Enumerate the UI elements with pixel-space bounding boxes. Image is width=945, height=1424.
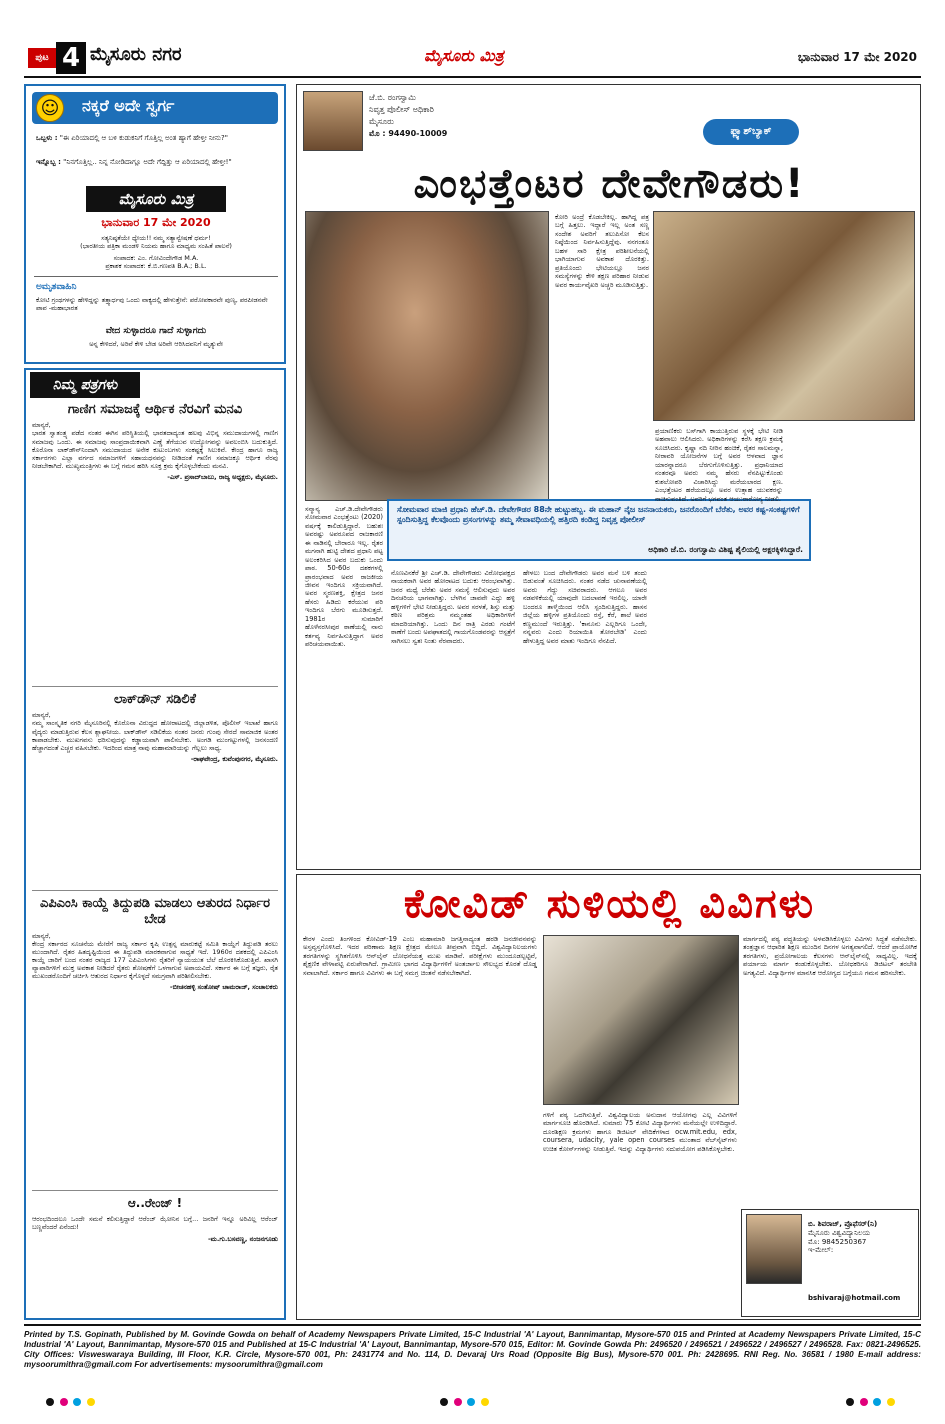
paper-name: ಮೈಸೂರು ಮಿತ್ರ bbox=[424, 46, 504, 65]
covid-author-email[interactable]: bshivaraj@hotmail.com bbox=[808, 1294, 901, 1302]
covid-author-name: ಬಿ. ಶಿವರಾಜ್, ಪ್ರೊಫೆಸರ್(ನಿ) bbox=[808, 1220, 878, 1228]
author-phone: ಮೊ : 94490-10009 bbox=[369, 129, 448, 138]
author-role: ನಿವೃತ್ತ ಪೊಲೀಸ್ ಅಧಿಕಾರಿ bbox=[369, 105, 434, 114]
joke-question-text: "ಈ ಏರಿಯಾದಲ್ಲಿ ಆ ಬಳಿ ಕುಡುಕನಿಗೆ ಗೊತ್ತಿಲ್ಲ ಅಂತ ಹ್ಯಾಗೆ ಹೇಳ್ತೀ ನೀನು?" bbox=[59, 134, 228, 142]
joke-header bbox=[32, 92, 278, 124]
article-column-3: ಹೇಳಲು ಬಂದ ದೇವೇಗೌಡರು ಅವರ ಮನೆ ಬಳಿ ತಂದು ಬಿಡುವಂತೆ ಸೂಚಿಸಿದರು. ನಂತರ ನಡೆದ ಚುನಾವಣೆಯಲ್ಲಿ ಅವರು ಗೆದ್ದು ಸಚಿವರಾದರು. ಆಗಲೂ ಅವರ ನಡವಳಿಕೆಯಲ್ಲಿ ಯಾವುದೇ ಬದಲಾವಣೆ ಇರಲಿಲ್ಲ. ಯಾರೇ ಬಂದರೂ ತಾಳ್ಮೆಯಿಂದ ಆಲಿಸಿ ಸ್ಪಂದಿಸುತ್ತಿದ್ದರು. ಹಾಸನ ಜಿಲ್ಲೆಯ ಹಳ್ಳಿಗಳ ಪ್ರತಿಯೊಂದು ರಸ್ತೆ, ಕೆರೆ, ಶಾಲೆ ಅವರ ಕಣ್ಣಮುಂದೆ ಇರುತ್ತಿತ್ತು. 'ಕಾನೂನು ಎಲ್ಲರಿಗೂ ಒಂದೇ, ನನ್ನವರು ಎಂದು ರಿಯಾಯಿತಿ ತೋರಬೇಡಿ' ಎಂದು ಹೇಳುತ್ತಿದ್ದ ಅವರ ಮಾತು ಇಂದಿಗೂ ನೆನಪಿದೆ. bbox=[523, 569, 647, 645]
registration-dot bbox=[73, 1398, 81, 1406]
letter-salutation: ಮಾನ್ಯರೆ, bbox=[32, 711, 51, 720]
letter-salutation: ಮಾನ್ಯರೆ, bbox=[32, 421, 51, 430]
deve-gowda-photo bbox=[305, 211, 549, 501]
poem-body: ಆರಂಭದಿಂದಲೂ ಒಂದೇ ಸಮನೆ ಕಲಿಸುತ್ತಿದ್ದಾರೆ ಆರೆಂಜ್ ಝೋನಿನ ಬಗ್ಗೆ... ಜನರಿಗೆ ಇನ್ನೂ ಅರಿವಿಲ್ಲ ಆರೆಂಜ್ ಬಣ್ಣವೆಂದರೆ ಏನೆಂದು! bbox=[32, 1215, 278, 1232]
masthead-divider bbox=[34, 276, 278, 277]
registration-dot bbox=[440, 1398, 448, 1406]
article-column-4: ಪ್ರಯಾಣಿಕರು ಬಸ್‌ಗಾಗಿ ಕಾಯುತ್ತಿರುವ ಸ್ಥಳಕ್ಕೆ ಭೇಟಿ ನೀಡಿ ಅಹವಾಲು ಆಲಿಸಿದರು. ಅಧಿಕಾರಿಗಳನ್ನು ಕರೆಸಿ ತಕ್ಷಣ ಕ್ರಮಕ್ಕೆ ಸೂಚಿಸಿದರು. ಕೃಷ್ಣಾ ನದಿ ನೀರಿನ ಹಂಚಿಕೆ, ರೈತರ ಸಾಲಮನ್ನಾ, ನೀರಾವರಿ ಯೋಜನೆಗಳ ಬಗ್ಗೆ ಅವರ ಆಳವಾದ ಜ್ಞಾನ ಯಾರನ್ನಾದರೂ ಬೆರಗುಗೊಳಿಸುತ್ತಿತ್ತು. ಪ್ರಧಾನಿಯಾದ ನಂತರವೂ ಅವರು ನಮ್ಮ ಹೆಸರು ನೆನಪಿಟ್ಟುಕೊಂಡು ಕುಶಲೋಪರಿ ವಿಚಾರಿಸಿದ್ದು ಮರೆಯಲಾರದ ಕ್ಷಣ. ಎಂಭತ್ತೆಂಟರ ಹರೆಯದಲ್ಲೂ ಅವರ ಉತ್ಸಾಹ ಯುವಕರನ್ನು ನಾಚಿಸುವಂತಿದೆ. ಅವರಿಗೆ ಭಗವಂತ ಆಯುರಾರೋಗ್ಯ ನೀಡಲಿ. bbox=[655, 427, 783, 503]
laughing-face-icon: ☺ bbox=[36, 94, 64, 122]
poem-title: ಆ..ರೇಂಜ್ ! bbox=[127, 1196, 183, 1210]
letter-body: ಕೇಂದ್ರ ಸರ್ಕಾರದ ಸೂಚನೆಯ ಮೇರೆಗೆ ರಾಜ್ಯ ಸರ್ಕಾರ ಕೃಷಿ ಉತ್ಪನ್ನ ಮಾರುಕಟ್ಟೆ ಸಮಿತಿ ಕಾಯ್ದೆಗೆ ತಿದ್ದುಪಡಿ ತರಲು ಮುಂದಾಗಿದೆ. ರೈತರ ಹಿತದೃಷ್ಟಿಯಿಂದ ಈ ತಿದ್ದುಪಡಿ ಮಾರಕವಾಗುವ ಸಾಧ್ಯತೆ ಇದೆ. 1960ರ ದಶಕದಲ್ಲಿ ಎಪಿಎಂಸಿ ಕಾಯ್ದೆ ಜಾರಿಗೆ ಬಂದ ನಂತರ ರಾಜ್ಯದ 177 ಎಪಿಎಂಸಿಗಳು ರೈತರಿಗೆ ನ್ಯಾಯಯುತ ಬೆಲೆ ದೊರಕಿಸಿಕೊಡುತ್ತಿವೆ. ಖಾಸಗಿ ವ್ಯಾಪಾರಿಗಳಿಗೆ ಮುಕ್ತ ಅವಕಾಶ ನೀಡಿದರೆ ರೈತರು ಶೋಷಣೆಗೆ ಒಳಗಾಗುವ ಅಪಾಯವಿದೆ. ಸರ್ಕಾರ ಈ ಬಗ್ಗೆ ತಜ್ಞರು, ರೈತ ಮುಖಂಡರೊಂದಿಗೆ ಚರ್ಚಿಸಿ ಆತುರದ ನಿರ್ಧಾರ ಕೈಗೊಳ್ಳದೆ ಸಮಗ್ರವಾಗಿ ಪರಿಶೀಲಿಸಬೇಕು. bbox=[32, 939, 278, 981]
registration-dot bbox=[873, 1398, 881, 1406]
article-column-1: ಸನ್ಮಾನ್ಯ ಎಚ್.ಡಿ.ದೇವೇಗೌಡರು ಸೋಮವಾರ ಎಂಭತ್ತೆಂಟು (2020) ವರ್ಷಕ್ಕೆ ಕಾಲಿಡುತ್ತಿದ್ದಾರೆ. ಬಹುಶಃ ಅವರಷ್ಟು ಅಪರೂಪದ ರಾಜಕಾರಣಿ ಈ ನಾಡಿನಲ್ಲಿ ಬೇರಾರೂ ಇಲ್ಲ. ರೈತರ ಮಗನಾಗಿ ಹುಟ್ಟಿ ದೇಶದ ಪ್ರಧಾನಿ ಪಟ್ಟ ಅಲಂಕರಿಸಿದ ಅವರ ಬದುಕು ಒಂದು ಪಾಠ. 50-60ರ ದಶಕಗಳಲ್ಲಿ ಪ್ರಾರಂಭವಾದ ಅವರ ರಾಜಕೀಯ ಜೀವನ ಇಂದಿಗೂ ಸಕ್ರಿಯವಾಗಿದೆ. ಅವರ ಸ್ಮರಣಶಕ್ತಿ, ಕ್ಷೇತ್ರದ ಜನರ ಹೆಸರು ಹಿಡಿದು ಕರೆಯುವ ಪರಿ ಇಂದಿಗೂ ಬೆರಗು ಮೂಡಿಸುತ್ತದೆ. 1981ರ ಸುಮಾರಿಗೆ ಹೊಳೆನರಸೀಪುರ ಠಾಣೆಯಲ್ಲಿ ನಾನು ಕರ್ತವ್ಯ ನಿರ್ವಹಿಸುತ್ತಿದ್ದಾಗ ಅವರ ಪರಿಚಯವಾಯಿತು. bbox=[305, 505, 383, 648]
proverb-title: ವೇದ ಸುಳ್ಳಾದರೂ ಗಾದೆ ಸುಳ್ಳಾಗದು bbox=[105, 326, 207, 336]
registration-dot bbox=[87, 1398, 95, 1406]
main-article bbox=[296, 84, 921, 870]
covid-column-1: ಕೇರಳ ಎಂದು ತಿಂಗಳಿಂದ ಕೋವಿಡ್-19 ಎಂಬ ಮಹಾಮಾರಿ ಜಗತ್ತಿನಾದ್ಯಂತ ಹರಡಿ ಜನಜೀವನವನ್ನು ಅಸ್ತವ್ಯಸ್ತಗೊಳಿಸಿದೆ. ಇದರ ಪರಿಣಾಮ ಶಿಕ್ಷಣ ಕ್ಷೇತ್ರದ ಮೇಲೂ ತೀವ್ರವಾಗಿ ಬಿದ್ದಿದೆ. ವಿಶ್ವವಿದ್ಯಾನಿಲಯಗಳು ತರಗತಿಗಳನ್ನು ಸ್ಥಗಿತಗೊಳಿಸಿ ಆನ್‌ಲೈನ್ ಬೋಧನೆಯತ್ತ ಮುಖ ಮಾಡಿವೆ. ಪರೀಕ್ಷೆಗಳು ಮುಂದೂಡಲ್ಪಟ್ಟಿವೆ, ಶೈಕ್ಷಣಿಕ ವೇಳಾಪಟ್ಟಿ ಏರುಪೇರಾಗಿದೆ. ಗ್ರಾಮೀಣ ಭಾಗದ ವಿದ್ಯಾರ್ಥಿಗಳಿಗೆ ಅಂತರ್ಜಾಲ ಸೌಲಭ್ಯದ ಕೊರತೆ ದೊಡ್ಡ ಸವಾಲಾಗಿದೆ. ಸರ್ಕಾರ ಹಾಗೂ ವಿವಿಗಳು ಈ ಬಗ್ಗೆ ಸಮಗ್ರ ಚಿಂತನೆ ನಡೆಸಬೇಕಾಗಿದೆ. bbox=[303, 935, 537, 977]
masthead-lines bbox=[36, 234, 276, 271]
imprint-footer bbox=[24, 1324, 921, 1390]
proverb-text: ಅನ್ನ ಕೇಳಿದರೆ, ಅರಿವೆ ಕೇಳಿ ಬೇಡ ಅರಿವೇ ಆರಿಸಿದವನಿಗೆ ಮೃತ್ಯುವೇ bbox=[89, 340, 223, 348]
joke-answer-text: "ನಿನಗೊತ್ತಿಲ್ಲ.. ನಿನ್ನ ನೋಡಿದಾಗ್ಲೂ ಅದೇ ಗೆದ್ದಿತ್ತು ಆ ಏರಿಯಾದಲ್ಲಿ ಹೇಳ್ತೀ!" bbox=[63, 158, 232, 166]
main-headline: ಎಂಭತ್ತೆಂಟರ ದೇವೇಗೌಡರು! bbox=[413, 161, 806, 207]
pull-quote-box bbox=[387, 499, 811, 561]
masthead-logo: ಮೈಸೂರು ಮಿತ್ರ bbox=[86, 186, 226, 212]
masthead-date: ಭಾನುವಾರ 17 ಮೇ 2020 bbox=[101, 216, 211, 229]
covid-article bbox=[296, 874, 921, 1320]
header-rule bbox=[24, 76, 921, 78]
section-name: ಮೈಸೂರು ನಗರ bbox=[90, 44, 182, 65]
covid-column-2: ಗಳಿಗೆ ಪಠ್ಯ ಒದಗಿಸುತ್ತಿವೆ. ವಿಶ್ವವಿದ್ಯಾಲಯ ಅನುದಾನ ಆಯೋಗವು ಎಲ್ಲ ವಿವಿಗಳಿಗೆ ಮಾರ್ಗಸೂಚಿ ಹೊರಡಿಸಿದೆ. ಸುಮಾರು 75 ಕೋಟಿ ವಿದ್ಯಾರ್ಥಿಗಳು ಮನೆಯಲ್ಲೇ ಉಳಿದಿದ್ದಾರೆ. ದೂರಶಿಕ್ಷಣ ಕ್ರಮಗಳು ಹಾಗೂ ಡಿಜಿಟಲ್ ವೇದಿಕೆಗಳಾದ ocw.mit.edu, edx, coursera, udacity, yale open courses ಮುಂತಾದ ವೆಬ್‌ಸೈಟ್‌ಗಳು ಉಚಿತ ಕೋರ್ಸ್‌ಗಳನ್ನು ನೀಡುತ್ತಿವೆ. ಇದನ್ನು ವಿದ್ಯಾರ್ಥಿಗಳು ಸದುಪಯೋಗ ಪಡಿಸಿಕೊಳ್ಳಬೇಕು. bbox=[543, 1111, 737, 1153]
pull-quote-attribution: ಅಧಿಕಾರಿ ಜೆ.ಬಿ. ರಂಗಸ್ವಾಮಿ ವಿಶಿಷ್ಟ ಶೈಲಿಯಲ್ಲಿ ಅಕ್ಷರಕ್ಕಿಳಿಸಿದ್ದಾರೆ. bbox=[648, 545, 803, 554]
amrita-title: ಅಮೃತವಾಹಿನಿ bbox=[36, 282, 77, 292]
letter-salutation: ಮಾನ್ಯರೆ, bbox=[32, 931, 51, 940]
author-city: ಮೈಸೂರು bbox=[369, 117, 394, 126]
issue-date: ಭಾನುವಾರ 17 ಮೇ 2020 bbox=[797, 50, 917, 64]
masthead-council-note: (ಭಾರತೀಯ ಪತ್ರಿಕಾ ಮಂಡಳಿ ನಿಯಮ ಹಾಗೂ ಮಾಧ್ಯಮ ಸಂಹಿತೆ ಪಾಲನೆ) bbox=[80, 242, 232, 251]
amrita-text: ಕೋಟಿ ಗ್ರಂಥಗಳನ್ನು ಹೇಳಿದ್ದನ್ನು ತತ್ತ್ವಾರ್ಧವು ಒಂದು ವಾಕ್ಯದಲ್ಲಿ ಹೇಳುತ್ತೇನೆ: ಪರೋಪಕಾರವೇ ಪುಣ್ಯ, ಪರಪೀಡನವೇ ಪಾಪ -ಮಹಾಭಾರತ bbox=[36, 296, 268, 313]
letters-banner: ನಿಮ್ಮ ಪತ್ರಗಳು bbox=[30, 372, 140, 398]
registration-marks-right bbox=[846, 1398, 898, 1408]
letter-divider bbox=[32, 890, 278, 891]
letter-3 bbox=[32, 896, 278, 991]
joke-answer-key: ಇನ್ನೊಬ್ಬ : bbox=[36, 158, 61, 166]
page-header bbox=[24, 40, 921, 78]
registration-dot bbox=[46, 1398, 54, 1406]
letter-title: ಎಪಿಎಂಸಿ ಕಾಯ್ದೆ ತಿದ್ದುಪಡಿ ಮಾಡಲು ಆತುರದ ನಿರ್ಧಾರ ಬೇಡ bbox=[39, 896, 270, 928]
covid-headline: ಕೋವಿಡ್ ಸುಳಿಯಲ್ಲಿ ವಿವಿಗಳು bbox=[403, 881, 816, 927]
letter-title: ಲಾಕ್‌ಡೌನ್ ಸಡಿಲಿಕೆ bbox=[114, 692, 196, 707]
letter-divider bbox=[32, 1190, 278, 1191]
masthead-editor: ಸಂಪಾದಕ: ಎಂ. ಗೋವಿಂದೇಗೌಡ M.A. bbox=[113, 254, 199, 263]
masthead-motto: ಸತ್ಯನಿಷ್ಠತೆಯೇ ಧ್ಯೇಯ!! ನಮ್ಮ ಸತ್ಯಾನ್ವೇಷಣೆ ಧರ್ಮ! bbox=[101, 234, 211, 242]
online-class-photo bbox=[543, 935, 739, 1105]
registration-dot bbox=[454, 1398, 462, 1406]
covid-column-3: ಮಾರ್ಗದಲ್ಲಿ ಪಠ್ಯ ಪದ್ಧತಿಯನ್ನು ಅಳವಡಿಸಿಕೊಳ್ಳಲು ವಿವಿಗಳು ಸಿದ್ಧತೆ ನಡೆಸಬೇಕು. ತಂತ್ರಜ್ಞಾನ ಆಧಾರಿತ ಶಿಕ್ಷಣ ಮುಂದಿನ ದಿನಗಳ ಅಗತ್ಯವಾಗಲಿದೆ. ಆದರೆ ಪ್ರಾಯೋಗಿಕ ತರಗತಿಗಳು, ಪ್ರಯೋಗಾಲಯ ಕೆಲಸಗಳು ಆನ್‌ಲೈನ್‌ನಲ್ಲಿ ಸಾಧ್ಯವಿಲ್ಲ. ಇದಕ್ಕೆ ಪರ್ಯಾಯ ಮಾರ್ಗ ಕಂಡುಕೊಳ್ಳಬೇಕು. ಬೋಧಕರಿಗೂ ಡಿಜಿಟಲ್ ತರಬೇತಿ ಅಗತ್ಯವಿದೆ. ವಿದ್ಯಾರ್ಥಿಗಳ ಮಾನಸಿಕ ಆರೋಗ್ಯದ ಬಗ್ಗೆಯೂ ಗಮನ ಹರಿಸಬೇಕು. bbox=[743, 935, 917, 977]
covid-author-email-label: ಇ-ಮೇಲ್: bbox=[808, 1246, 834, 1255]
letter-4 bbox=[32, 1196, 278, 1243]
letter-2 bbox=[32, 692, 278, 763]
imprint-text: Printed by T.S. Gopinath, Published by M. Govinde Gowda on behalf of Academy Newspapers Private Limited, 15-C Industrial 'A' Layout, Bannimantap, Mysore-570 015 and Printed at Academy Newspapers Private Limited, 15-C Industrial 'A' Layout, Bannimantap, Mysore-570 015 and Published at 15-C Industrial 'A' Layout, Bannimantap, Mysore-570 015, Editor: M. Govinde Gowda Ph: 2496520 / 2496521 / 2496522 / 2496527 / 2496528. Fax: 0821-2496525. City Offices: Visweswaraya Building, III Floor, K.R. Circle, Mysore-570 001, Ph: 2431774 and No. 114, D. Devaraj Urs Road (Opposite Big Bus), Mysore-570 001. Ph: 2428695. RNI Reg. No. 36581 / 1980 E-mail address: mysoorumithra@gmail.com For advertisements: mysoorumithra@gmail.com bbox=[24, 1330, 921, 1369]
masthead-publisher: ಪ್ರಕಾಶಕ ಸಂಪಾದಕ: ಕೆ.ಬಿ.ಗಣಪತಿ B.A.; B.L. bbox=[105, 262, 207, 271]
poem-signature: -ಮ.ಗು.ಬಸವಣ್ಣ, ನಂಜನಗೂಡು bbox=[207, 1235, 278, 1244]
letter-title: ಗಾಣಿಗ ಸಮಾಜಕ್ಕೆ ಆರ್ಥಿಕ ನೆರವಿಗೆ ಮನವಿ bbox=[67, 402, 243, 417]
registration-dot bbox=[481, 1398, 489, 1406]
registration-dot bbox=[860, 1398, 868, 1406]
registration-dot bbox=[846, 1398, 854, 1406]
author-info bbox=[369, 93, 569, 141]
covid-author-org: ಮೈಸೂರು ವಿಶ್ವವಿದ್ಯಾನಿಲಯ bbox=[808, 1228, 871, 1237]
article-column-top: ಕೋರಿ ಅಂದ್ರೆ ಕೊಡಬೇಕಿಲ್ಲ. ಹಾಗಿದ್ದ ಪತ್ರ ಬಗ್ಗೆ ಹಿತ್ತಲು. ಇದ್ದಾರೆ ಇಲ್ಲ ಅಂತ ಸಣ್ಣ ಸಂದೇಶ ಅವರಿಗೆ ತಲುಪಿಸೋ ಕೆಲಸ ನಿಷ್ಠೆಯಿಂದ ನಿರ್ವಹಿಸುತ್ತಿದ್ದೆವು. ನನಗಂತೂ ಬಹಳ ಸಾರಿ ಕ್ಷೇತ್ರ ಪರಿಶೀಲನೆಯಲ್ಲಿ ಭಾಗಿಯಾಗುವ ಅವಕಾಶ ದೊರಕಿತ್ತು. ಪ್ರತಿಯೊಂದು ಭೇಟಿಯಲ್ಲೂ ಜನರ ಸಮಸ್ಯೆಗಳನ್ನು ಕೇಳಿ ತಕ್ಷಣ ಪರಿಹಾರ ನೀಡುವ ಅವರ ಕಾರ್ಯವೈಖರಿ ಅಚ್ಚರಿ ಮೂಡಿಸುತ್ತಿತ್ತು. bbox=[555, 213, 649, 289]
letter-signature: -ಎಸ್. ಪ್ರಸಾದ್‌ಬಾಬು, ರಾಜ್ಯ ಅಧ್ಯಕ್ಷರು, ಮೈಸೂರು. bbox=[167, 473, 278, 481]
covid-author-info bbox=[808, 1220, 916, 1255]
letters-box bbox=[24, 368, 286, 1320]
covid-author-photo bbox=[746, 1214, 802, 1284]
page-number: 4 bbox=[56, 42, 86, 74]
letter-body: ಭಾರತ ಸ್ವಾತಂತ್ರ್ಯ ಪಡೆದ ನಂತರ ಈಗಿನ ಪರಿಸ್ಥಿತಿಯಲ್ಲಿ ಭಾರತದಾದ್ಯಂತ ಹಲವು ವಿಭಿನ್ನ ಸಮುದಾಯಗಳಲ್ಲಿ ಗಾಣಿಗ ಸಮಾಜವು ಒಂದು. ಈ ಸಮಾಜವು ಸಾಂಪ್ರದಾಯಿಕವಾಗಿ ಎಣ್ಣೆ ತೆಗೆಯುವ ಉದ್ಯೋಗವನ್ನು ಅವಲಂಬಿಸಿ ಬದುಕುತ್ತಿದೆ. ಕೊರೊನಾ ಲಾಕ್‌ಡೌನ್‌ನಿಂದಾಗಿ ಸಮುದಾಯದ ಅನೇಕ ಕುಟುಂಬಗಳು ಸಂಕಷ್ಟಕ್ಕೆ ಸಿಲುಕಿವೆ. ಕೇಂದ್ರ ಹಾಗೂ ರಾಜ್ಯ ಸರ್ಕಾರಗಳು ಎಲ್ಲಾ ವರ್ಗದ ಸಮಾಜಗಳಿಗೆ ಸಹಾಯಧನವನ್ನು ನೀಡಿದಂತೆ ಗಾಣಿಗ ಸಮಾಜಕ್ಕೂ ಆರ್ಥಿಕ ನೆರವು ನೀಡಬೇಕಾಗಿದೆ. ಮುಖ್ಯಮಂತ್ರಿಗಳು ಈ ಬಗ್ಗೆ ಗಮನ ಹರಿಸಿ ಸೂಕ್ತ ಕ್ರಮ ಕೈಗೊಳ್ಳಬೇಕೆಂದು ಮನವಿ. bbox=[32, 429, 278, 470]
joke-question-key: ಒಬ್ಬಳು : bbox=[36, 134, 58, 142]
letter-divider bbox=[32, 686, 278, 687]
covid-author-box bbox=[741, 1209, 919, 1317]
author-name: ಜೆ.ಬಿ. ರಂಗಸ್ವಾಮಿ bbox=[369, 93, 416, 102]
letter-1 bbox=[32, 402, 278, 481]
letter-signature: -ಬೀಚನಹಳ್ಳಿ ಸಂತೋಷ್ ಚಾಮರಾಜ್, ಸಂಚಾಲಕರು bbox=[169, 983, 278, 992]
page-label: ಪುಟ bbox=[28, 48, 56, 68]
joke-answer bbox=[36, 158, 276, 167]
joke-question bbox=[36, 134, 276, 143]
joke-masthead-box bbox=[24, 84, 286, 364]
article-column-2: ನೊಣವಿನಕೆರೆ ಶ್ರೀ ಎಚ್.ಡಿ. ದೇವೇಗೌಡರು ವಿರೋಧಪಕ್ಷದ ನಾಯಕರಾಗಿ ಅವರ ಹೋರಾಟದ ಬದುಕು ಆರಂಭವಾಗಿತ್ತು. ಜನರ ಮಧ್ಯೆ ಬೆರೆತು ಅವರ ಸಮಸ್ಯೆ ಆಲಿಸುವುದು ಅವರ ದಿನಚರಿಯ ಭಾಗವಾಗಿತ್ತು. ಬೆಳಗಿನ ಜಾವವೇ ಎದ್ದು ಹಳ್ಳಿ ಹಳ್ಳಿಗಳಿಗೆ ಭೇಟಿ ನೀಡುತ್ತಿದ್ದರು. ಅವರ ಸರಳತೆ, ಶಿಸ್ತು ಮತ್ತು ಕಠಿಣ ಪರಿಶ್ರಮ ನಮ್ಮಂತಹ ಅಧಿಕಾರಿಗಳಿಗೆ ಮಾದರಿಯಾಗಿತ್ತು. ಒಂದು ದಿನ ರಾತ್ರಿ ಎರಡು ಗಂಟೆಗೆ ಠಾಣೆಗೆ ಬಂದು ಅಪಘಾತದಲ್ಲಿ ಗಾಯಗೊಂಡವರನ್ನು ಆಸ್ಪತ್ರೆಗೆ ಸಾಗಿಸಲು ಸ್ವತಃ ನಿಂತು ನೆರವಾದರು. bbox=[391, 569, 515, 645]
letter-signature: -ರಾಘವೇಂದ್ರ, ಕುವೆಂಪುನಗರ, ಮೈಸೂರು. bbox=[190, 754, 278, 763]
covid-author-phone: ಮೊ: 9845250367 bbox=[808, 1237, 867, 1246]
letter-body: ನಮ್ಮ ಸಾಂಸ್ಕೃತಿಕ ನಗರಿ ಮೈಸೂರಿನಲ್ಲಿ ಕೊರೊನಾ ವಿರುದ್ಧದ ಹೋರಾಟದಲ್ಲಿ ಜಿಲ್ಲಾಡಳಿತ, ಪೊಲೀಸ್ ಇಲಾಖೆ ಹಾಗೂ ವೈದ್ಯರು ಮಾಡುತ್ತಿರುವ ಕೆಲಸ ಶ್ಲಾಘನೀಯ. ಲಾಕ್‌ಡೌನ್ ಸಡಿಲಿಕೆಯ ನಂತರ ಜನರು ಗುಂಪು ಸೇರದೆ ಸಾಮಾಜಿಕ ಅಂತರ ಕಾಪಾಡಬೇಕು. ಮುಖಗವಸು ಧರಿಸುವುದನ್ನು ಕಡ್ಡಾಯವಾಗಿ ಪಾಲಿಸಬೇಕು. ಅಂಗಡಿ ಮುಂಗಟ್ಟುಗಳಲ್ಲಿ ಜನಸಂದಣಿ ಹೆಚ್ಚಾಗದಂತೆ ಎಚ್ಚರ ವಹಿಸಬೇಕು. ಇದರಿಂದ ಮಾತ್ರ ನಾವು ಮಹಾಮಾರಿಯನ್ನು ಗೆಲ್ಲಲು ಸಾಧ್ಯ. bbox=[32, 719, 278, 752]
registration-dot bbox=[887, 1398, 895, 1406]
ceremony-photo bbox=[653, 211, 915, 421]
pull-quote-text: ಸೋಮವಾರ ಮಾಜಿ ಪ್ರಧಾನಿ ಹೆಚ್.ಡಿ. ದೇವೇಗೌಡರ 88ನೇ ಹುಟ್ಟುಹಬ್ಬ. ಈ ಮಹಾನ್ ನೈಜ ಜನನಾಯಕರು, ಜನರೊಂದಿಗೆ ಬೆರೆತು, ಅವರ ಕಷ್ಟ-ಸಂಕಷ್ಟಗಳಿಗೆ ಸ್ಪಂದಿಸುತ್ತಿದ್ದ ಕೆಲವೊಂದು ಪ್ರಸಂಗಗಳನ್ನು ತಮ್ಮ ಸೇವಾವಧಿಯಲ್ಲಿ ಹತ್ತಿರದಿ ಕಂಡಿದ್ದ ನಿವೃತ್ತ ಪೋಲೀಸ್ bbox=[397, 505, 800, 524]
registration-dot bbox=[467, 1398, 475, 1406]
registration-marks-center bbox=[440, 1398, 492, 1408]
registration-dot bbox=[60, 1398, 68, 1406]
author-photo bbox=[303, 91, 363, 151]
registration-marks-left bbox=[46, 1398, 98, 1408]
joke-title: ನಕ್ಕರೆ ಅದೇ ಸ್ವರ್ಗ bbox=[82, 96, 175, 115]
flashback-badge: ಫ್ಲ್ಯಾಶ್‌ಬ್ಯಾಕ್ bbox=[703, 119, 799, 145]
